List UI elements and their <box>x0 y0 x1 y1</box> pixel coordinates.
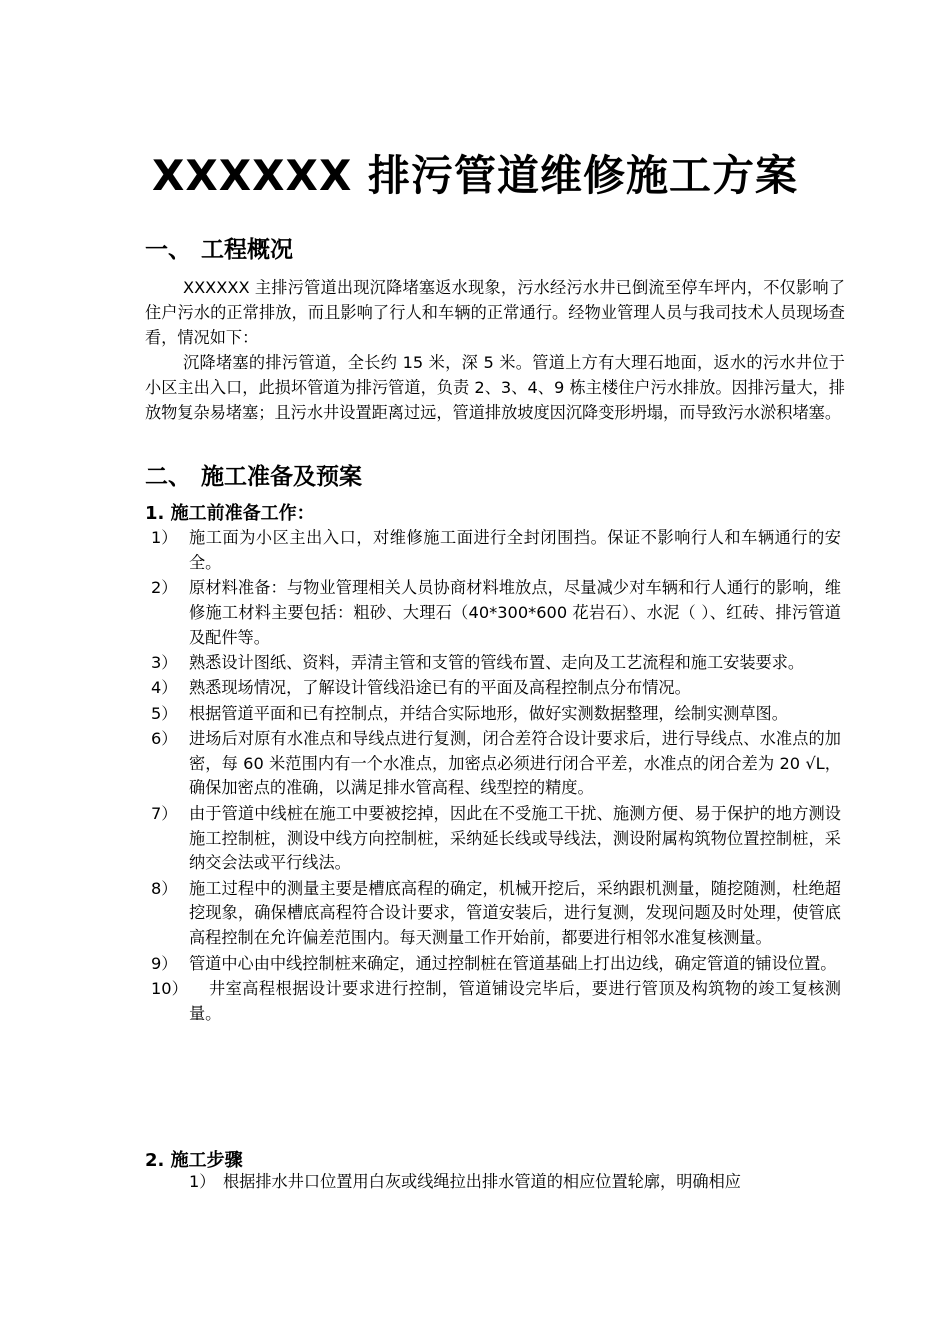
list-item-text: 井室高程根据设计要求进行控制，管道铺设完毕后，要进行管顶及构筑物的竣工复核测量。 <box>189 978 841 1023</box>
list-item-text: 管道中心由中线控制桩来确定，通过控制桩在管道基础上打出边线，确定管道的铺设位置。 <box>189 953 837 973</box>
list-item-number: 5） <box>151 703 178 723</box>
list-item-number: 6） <box>151 728 178 748</box>
list-item <box>145 676 841 701</box>
list-item <box>145 802 841 876</box>
subsection-1-heading: 1. 施工前准备工作： <box>145 503 315 524</box>
list-item <box>145 576 841 650</box>
list-item-number: 10） <box>151 978 188 998</box>
list-item-text: 由于管道中线桩在施工中要被挖掉，因此在不受施工干扰、施测方便、易于保护的地方测设施工控制桩，测设中线方向控制桩，采纳延长线或导线法，测设附属构筑物位置控制桩，采纳交会法或平行线法。 <box>189 803 841 873</box>
list-item <box>145 526 841 576</box>
section-1-title: 工程概况 <box>201 237 293 263</box>
list-item-number: 9） <box>151 953 178 973</box>
list-item-text: 原材料准备：与物业管理相关人员协商材料堆放点，尽量减少对车辆和行人通行的影响，维修施工材料主要包括：粗砂、大理石（40*300*600 花岩石）、水泥（ ）、红砖、排污管道及配件等。 <box>189 578 841 647</box>
list-item-number: 2） <box>151 578 178 598</box>
list-item-text: 根据管道平面和已有控制点，并结合实际地形，做好实测数据整理，绘制实测草图。 <box>189 703 788 723</box>
list-item-text: 进场后对原有水准点和导线点进行复测，闭合差符合设计要求后，进行导线点、水准点的加密，每 60 米范围内有一个水准点，加密点必须进行闭合平差，水准点的闭合差为 20 √L，确保加密点的准确，以满足排水管高程、线型控的精度。 <box>189 728 841 798</box>
step-item-text: 根据排水井口位置用白灰或线绳拉出排水管道的相应位置轮廓，明确相应 <box>223 1172 741 1191</box>
overview-paragraph-2: 沉降堵塞的排污管道，全长约 15 米，深 5 米。管道上方有大理石地面，返水的污水井位于小区主出入口，此损坏管道为排污管道，负责 2、3、4、9 栋主楼住户污水排放。因排污量大，排放物复杂易堵塞；且污水井设置距离过远，管道排放坡度因沉降变形坍塌，而导致污水淤积堵塞。 <box>145 353 845 422</box>
section-2-number: 二、 <box>145 464 191 490</box>
list-item-number: 3） <box>151 652 178 672</box>
list-item <box>145 702 841 727</box>
section-2-title: 施工准备及预案 <box>201 464 362 490</box>
step-item-number: 1） <box>189 1172 216 1191</box>
list-item-number: 1） <box>151 528 178 547</box>
list-item <box>145 952 841 977</box>
list-item <box>145 651 841 676</box>
section-1-number: 一、 <box>145 237 191 263</box>
list-item-text: 熟悉设计图纸、资料，弄清主管和支管的管线布置、走向及工艺流程和施工安装要求。 <box>189 652 805 672</box>
overview-paragraph-1: XXXXXX 主排污管道出现沉降堵塞返水现象，污水经污水井已倒流至停车坪内，不仅影响了住户污水的正常排放，而且影响了行人和车辆的正常通行。经物业管理人员与我司技术人员现场查看，情况如下： <box>145 278 845 347</box>
section-2-heading <box>145 461 362 493</box>
list-item <box>145 877 841 951</box>
list-item-text: 施工面为小区主出入口，对维修施工面进行全封闭围挡。保证不影响行人和车辆通行的安全。 <box>189 528 841 572</box>
list-item <box>145 977 841 1027</box>
document-title: XXXXXX 排污管道维修施工方案 <box>152 151 798 200</box>
list-item-text: 施工过程中的测量主要是槽底高程的确定，机械开挖后，采纳跟机测量，随挖随测，杜绝超挖现象，确保槽底高程符合设计要求，管道安装后，进行复测，发现问题及时处理，使管底高程控制在允许偏差范围内。每天测量工作开始前，都要进行相邻水准复核测量。 <box>189 878 841 948</box>
list-item-number: 8） <box>151 878 178 898</box>
list-item-number: 7） <box>151 803 178 823</box>
list-item-number: 4） <box>151 678 178 698</box>
list-item <box>145 727 841 801</box>
step-item <box>189 1170 849 1195</box>
subsection-2-heading: 2. 施工步骤 <box>145 1150 243 1171</box>
list-item-text: 熟悉现场情况，了解设计管线沿途已有的平面及高程控制点分布情况。 <box>189 678 691 698</box>
preparation-list <box>145 526 865 1027</box>
section-1-heading <box>145 234 293 266</box>
